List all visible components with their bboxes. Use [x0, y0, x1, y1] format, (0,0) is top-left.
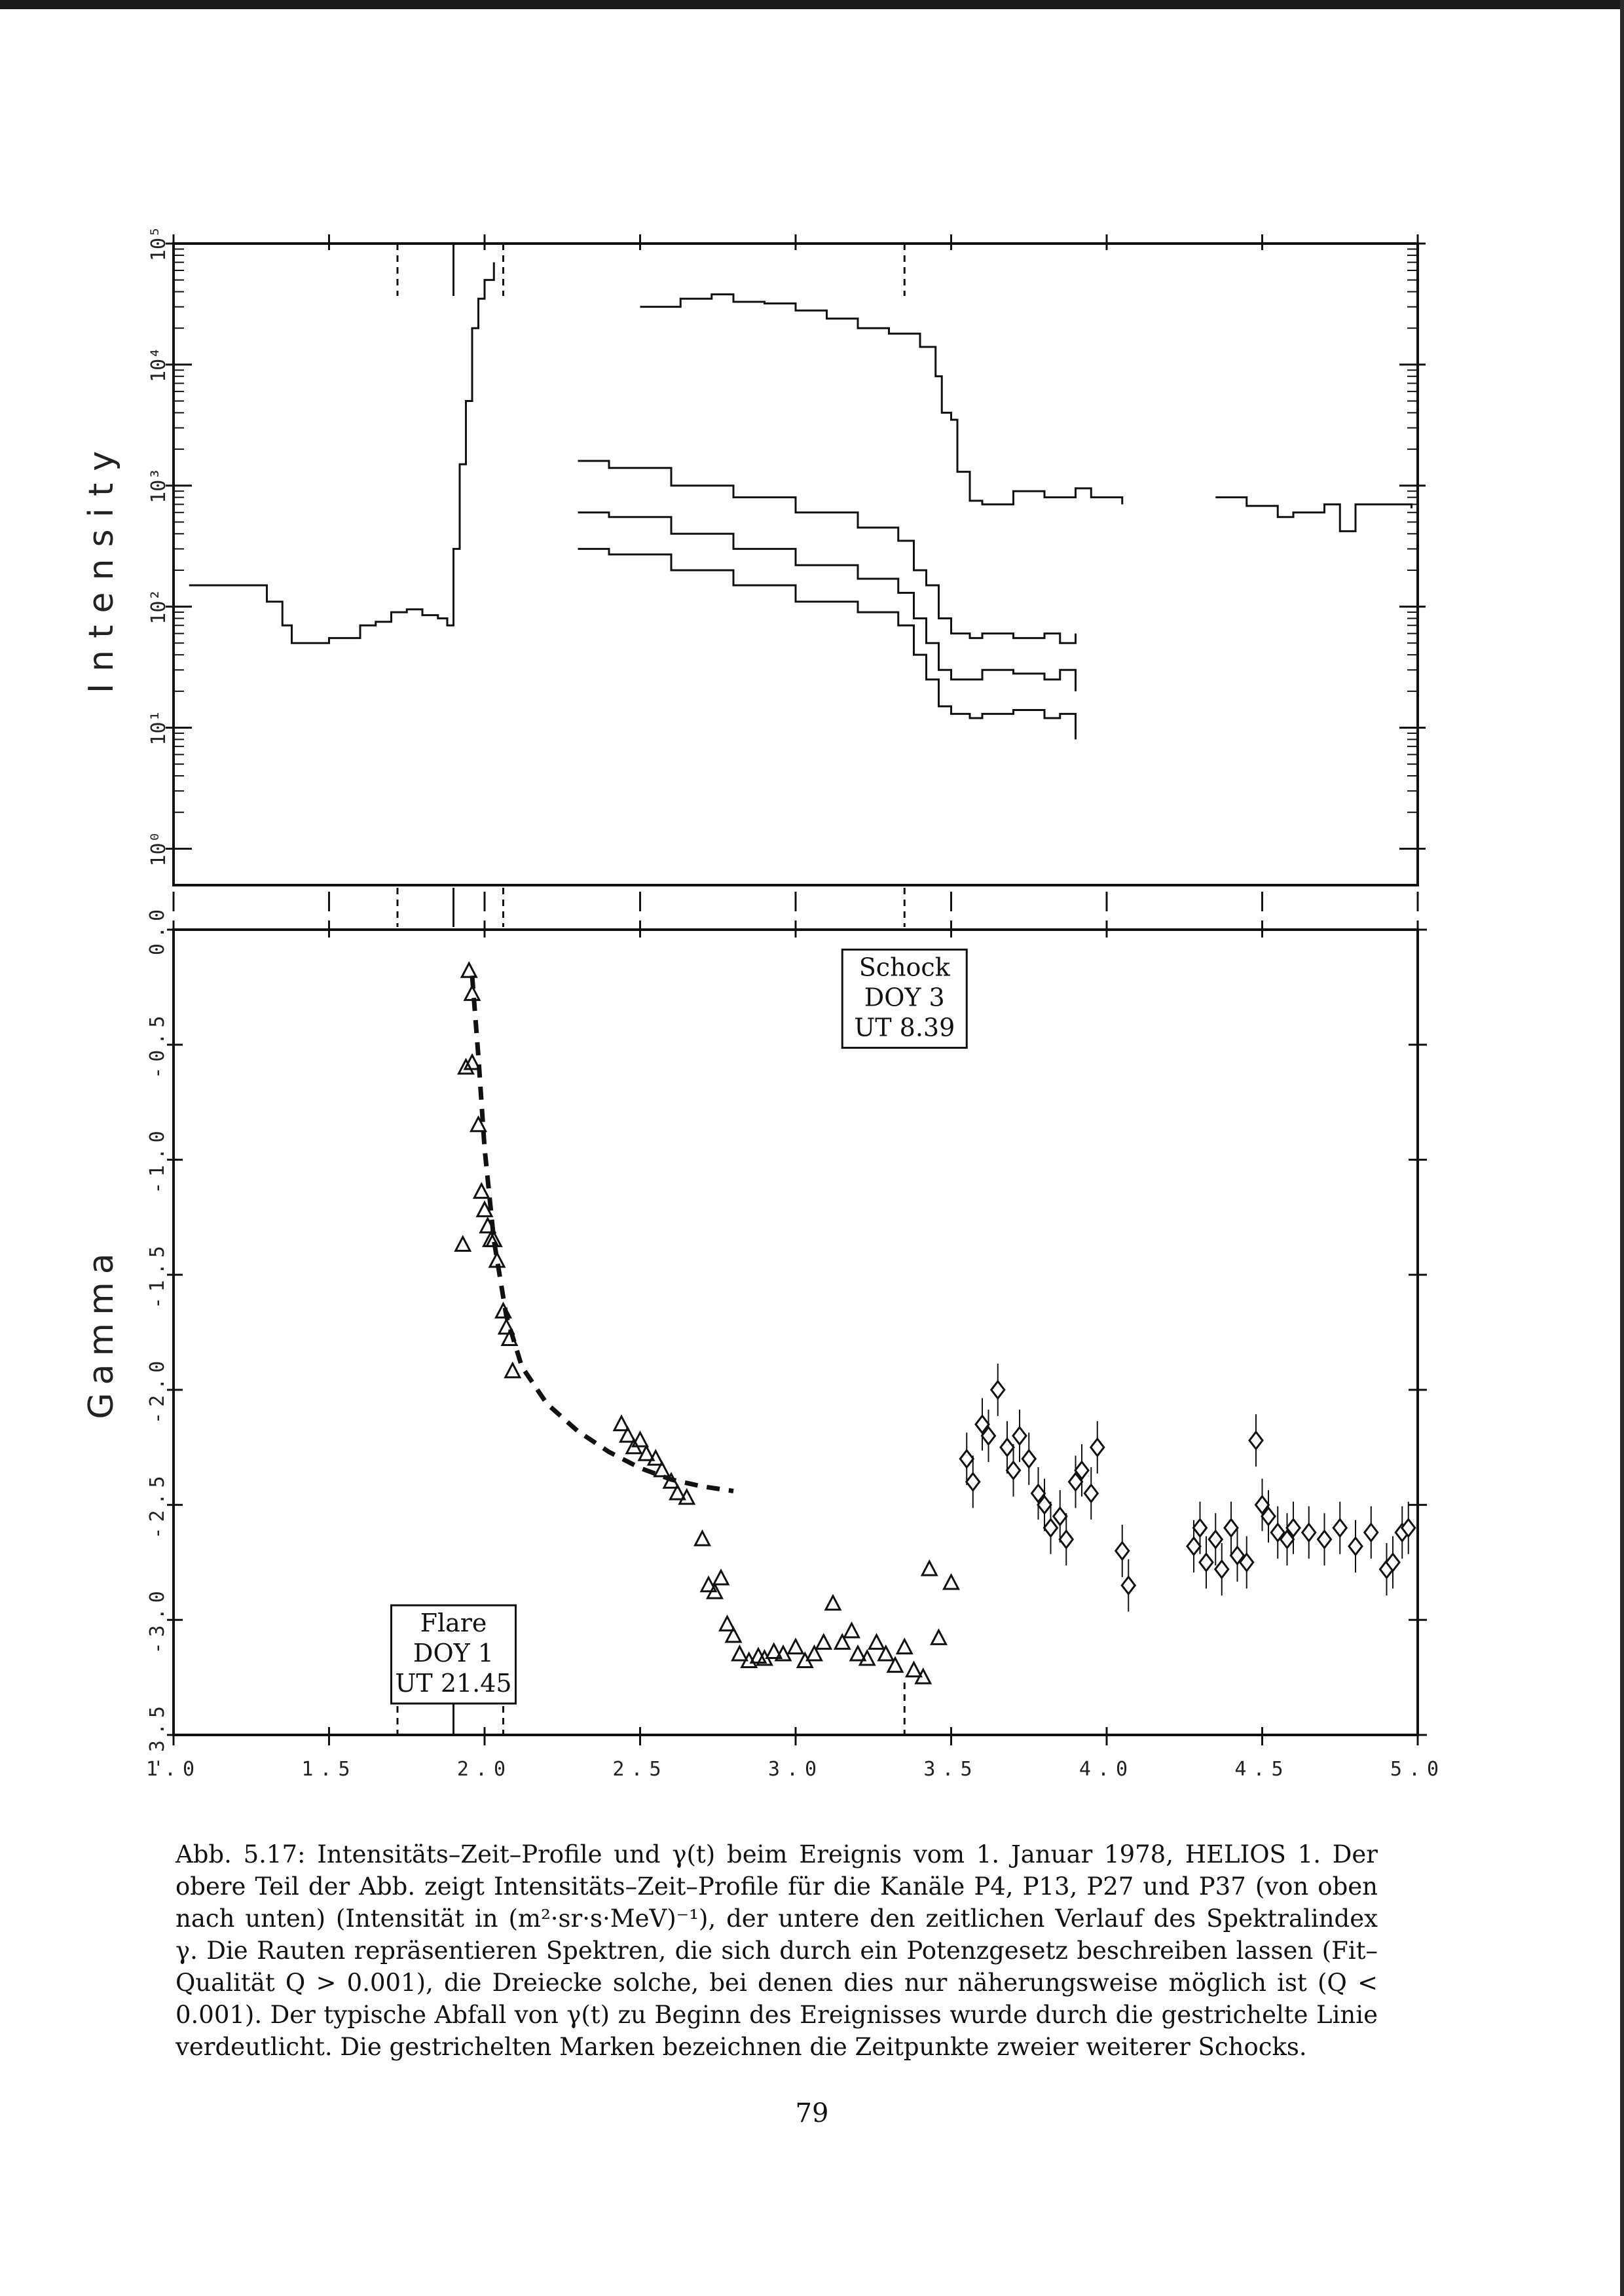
gamma-y-tick-label: -2.0	[146, 1355, 169, 1424]
triangle-marker	[714, 1571, 728, 1584]
gamma-y-tick-label: -0.5	[146, 1010, 169, 1079]
diamond-marker	[1007, 1462, 1020, 1479]
gamma-annotations	[392, 949, 967, 1704]
diamond-marker	[1333, 1520, 1346, 1537]
diamond-marker	[1349, 1538, 1362, 1555]
intensity-y-tick-label: 10⁴	[147, 346, 170, 382]
page-number: 79	[795, 2098, 829, 2128]
diamond-marker	[1225, 1520, 1238, 1537]
diamond-marker	[1054, 1508, 1067, 1525]
gamma-y-tick-label: 0.0	[146, 903, 169, 956]
gamma-y-tick-label: -2.5	[146, 1470, 169, 1539]
diamond-marker	[1209, 1531, 1222, 1548]
intensity-series-line-2	[578, 461, 1076, 643]
triangle-marker	[870, 1635, 884, 1649]
intensity-series	[189, 263, 1412, 740]
gamma-panel	[82, 904, 1445, 1781]
triangle-marker	[907, 1663, 921, 1677]
triangle-marker	[845, 1624, 859, 1637]
diamond-marker	[1318, 1531, 1331, 1548]
diamond-marker	[1249, 1432, 1263, 1449]
intensity-series-line-1	[189, 263, 1412, 644]
gamma-x-tick-label: 2.5	[612, 1758, 668, 1781]
triangle-marker	[465, 986, 479, 1000]
annotation-line: DOY 1	[413, 1639, 494, 1667]
diamond-marker	[1365, 1524, 1378, 1541]
intensity-event-markers	[397, 244, 904, 927]
annotation-line: Schock	[858, 953, 950, 982]
gamma-y-axis-label: Gamma	[82, 1245, 121, 1419]
intensity-panel	[82, 226, 1426, 927]
gamma-x-tick-label: 3.0	[767, 1758, 824, 1781]
diamond-marker	[1116, 1542, 1129, 1559]
figure-caption: Abb. 5.17: Intensitäts–Zeit–Profile und γ(t) beim Ereignis vom 1. Januar 1978, HELIOS 1. Der obere Teil der Abb. zeigt Intensitäts–Zeit–Profile für die Kanäle P4, P13, P27 und P37 (von oben nach unten) (Intensität in (m²·sr·s·MeV)⁻¹), der untere den zeitlichen Verlauf des Spektralindex γ. Die Rauten repräsentieren Spektren, die sich durch ein Potenzgesetz beschreiben lassen (Fit–Qualität Q > 0.001), die Dreiecke solche, bei denen dies nur näherungsweise möglich ist (Q < 0.001). Der typische Abfall von γ(t) zu Beginn des Ereignisses wurde durch die gestrichelte Linie verdeutlicht. Die gestrichelten Marken bezeichnen die Zeitpunkte zweier weiterer Schocks.	[175, 1840, 1378, 2061]
gamma-x-ticks	[146, 920, 1445, 1781]
gamma-x-tick-label: 1.5	[301, 1758, 357, 1781]
annotation-line: DOY 3	[864, 983, 945, 1012]
diamond-marker	[960, 1450, 973, 1467]
annotation-line: UT 21.45	[395, 1669, 512, 1698]
triangle-marker	[826, 1596, 840, 1610]
triangle-marker	[897, 1639, 912, 1653]
intensity-y-tick-label: 10⁰	[147, 831, 170, 867]
annotation-line: UT 8.39	[854, 1013, 955, 1042]
gamma-x-tick-label: 4.5	[1234, 1758, 1290, 1781]
diamond-marker	[1084, 1485, 1098, 1502]
intensity-y-ticks	[147, 226, 1426, 867]
diamond-marker	[991, 1381, 1005, 1398]
triangle-marker	[456, 1237, 470, 1250]
gamma-x-tick-label: 5.0	[1390, 1758, 1446, 1781]
intensity-x-ticks	[174, 234, 1418, 911]
triangle-marker	[733, 1647, 747, 1660]
diamond-marker	[967, 1473, 980, 1490]
intensity-series-line-4	[578, 549, 1076, 739]
gamma-x-tick-label: 3.5	[923, 1758, 979, 1781]
intensity-y-tick-label: 10²	[147, 589, 170, 625]
diamond-marker	[1001, 1439, 1014, 1456]
intensity-y-tick-label: 10¹	[147, 710, 170, 746]
triangle-marker	[922, 1561, 936, 1575]
gamma-y-ticks	[146, 904, 1427, 1769]
annotation-box-2	[392, 1605, 516, 1704]
diamond-marker	[1044, 1520, 1058, 1537]
triangle-marker	[506, 1364, 520, 1377]
triangle-marker	[462, 963, 476, 977]
triangle-marker	[817, 1635, 831, 1649]
triangle-marker	[695, 1531, 710, 1545]
annotation-line: Flare	[420, 1609, 487, 1637]
triangle-marker	[944, 1575, 959, 1589]
gamma-y-tick-label: -3.0	[146, 1586, 169, 1654]
diamond-marker	[1013, 1427, 1026, 1444]
diamond-marker	[1122, 1577, 1135, 1594]
intensity-y-tick-label: 10³	[147, 467, 170, 503]
diamond-marker	[1200, 1554, 1213, 1571]
triangle-marker	[633, 1432, 648, 1446]
gamma-y-tick-label: -1.5	[146, 1241, 169, 1309]
diamond-marker	[1215, 1561, 1228, 1578]
triangle-marker	[932, 1630, 946, 1644]
diamond-marker	[1187, 1538, 1200, 1555]
diamond-marker	[1194, 1520, 1207, 1537]
gamma-x-tick-label: 2.0	[456, 1758, 513, 1781]
diamond-marker	[1091, 1439, 1104, 1456]
diamond-marker	[1060, 1531, 1073, 1548]
gamma-y-tick-label: -3.5	[146, 1700, 169, 1770]
gamma-y-tick-label: -1.0	[146, 1125, 169, 1194]
intensity-y-axis-label: Intensity	[82, 439, 121, 694]
annotation-box-1	[842, 949, 967, 1048]
gamma-fit-curve	[472, 975, 733, 1491]
triangle-marker	[751, 1649, 766, 1663]
intensity-y-tick-label: 10⁵	[147, 225, 170, 262]
gamma-plot-frame	[174, 930, 1418, 1735]
gamma-points	[456, 963, 1415, 1683]
gamma-x-tick-label: 4.0	[1079, 1758, 1135, 1781]
gamma-x-tick-label: 1.0	[145, 1758, 202, 1781]
triangle-marker	[788, 1639, 803, 1653]
diamond-marker	[1022, 1450, 1035, 1467]
triangle-marker	[499, 1320, 513, 1334]
diamond-marker	[1302, 1524, 1316, 1541]
